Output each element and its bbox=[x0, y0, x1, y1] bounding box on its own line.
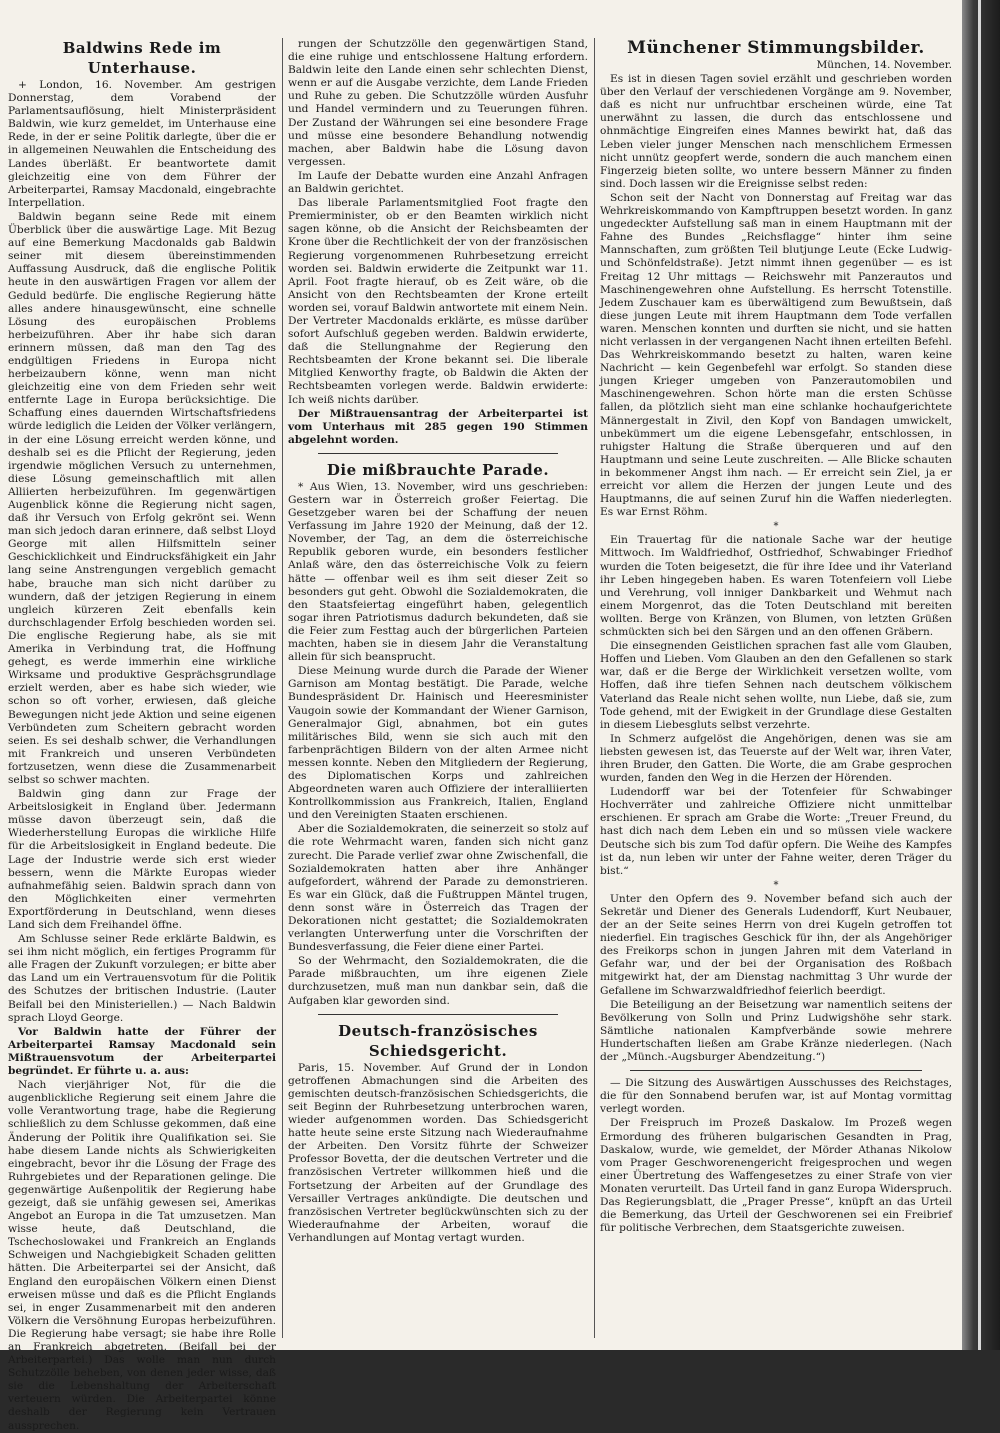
article-paragraph: Aber die Sozialdemokraten, die seinerzeit so stolz auf die rote Wehrmacht waren, fanden sich nicht ganz zurecht. Die Parade verlief zwar ohne Zwischenfall, die Sozialdemokraten hatten aber ihre Anhänger aufgefordert, während der Parade zu demonstrieren. Es war ein Glück, daß die Fußtruppen Mäntel trugen, denn sonst wäre in Österreich das Tragen der Dekorationen nicht gestattet; die Sozialdemokraten verlangten Unterwerfung unter die Vorschriften der Bundesverfassung, die Feier diene einer Partei. bbox=[288, 823, 588, 954]
column-munich bbox=[600, 38, 952, 1334]
article-paragraph: — Die Sitzung des Auswärtigen Ausschusses des Reichstages, die für den Sonnabend berufen war, ist auf Montag vormittag verlegt worden. bbox=[600, 1077, 952, 1116]
article-paragraph: Ein Trauertag für die nationale Sache war der heutige Mittwoch. Im Waldfriedhof, Ostfriedhof, Schwabinger Friedhof wurden die Toten beigesetzt, die für ihre Idee und ihr Vaterland ihr Leben hingegeben haben. Es waren Totenfeiern voll Liebe und Verehrung, voll inniger Dankbarkeit und Wehmut nach einem Morgenrot, das die Toten Deutschland mit bereiten wollten. Berge von Kränzen, von Blumen, von letzten Grüßen schmückten sich bei den Särgen und an den offenen Gräbern. bbox=[600, 534, 952, 639]
article-paragraph: Im Laufe der Debatte wurden eine Anzahl Anfragen an Baldwin gerichtet. bbox=[288, 169, 588, 196]
article-paragraph: Schon seit der Nacht von Donnerstag auf Freitag war das Wehrkreiskommando von Kampftruppen besetzt worden. In ganz ungedeckter Aufstellung saß man in einem Hauptmann mit der Fahne des Bundes „Reichsflagge“ hinter ihm seine Mannschaften, zum größten Teil blutjunge Leute (Ecke Ludwig- und Schönfeldstraße). Jetzt nimmt ihnen gegenüber — es ist Freitag 12 Uhr mittags — Reichswehr mit Panzerautos und Maschinengewehren ohne Aufstellung. Es herrscht Totenstille. Jedem Zuschauer kam es überwältigend zum Bewußtsein, daß diese jungen Leute mit ihrem Hauptmann dem Tode verfallen waren. Menschen konnten und durften sie nicht, und sie hatten nicht verlassen in der vergangenen Nacht ihnen erteilten Befehl. Das Wehrkreiskommando besetzt zu halten, waren keine Nachricht — kein Gegenbefehl war erfolgt. So standen diese jungen Krieger umgeben von Panzerautomobilen und Maschinengewehren. Schon hörte man die ersten Schüsse fallen, da plötzlich sieht man eine schlanke hochaufgerichtete Männergestalt in Zivil, den Kopf von Bandagen umwickelt, unbekümmert um die eigene Lebensgefahr, entschlossen, in ruhigster Haltung die Straße überqueren und auf den Hauptmann und seine Leute zuschreiten. — Alle Blicke schauten in bekommener Angst ihm nach. — Er erreicht sein Ziel, ja er erreicht vor allem die Herzen der jungen Leute und des Hauptmanns, die auf seinen Zuruf hin die Waffen niederlegten. Es war Ernst Röhm. bbox=[600, 191, 952, 519]
vote-result: Der Mißtrauensantrag der Arbeiterpartei ist vom Unterhaus mit 285 gegen 190 Stimmen abgelehnt worden. bbox=[288, 407, 588, 446]
article-paragraph: Ludendorff war bei der Totenfeier für Schwabinger Hochverräter und zahlreiche Offiziere nicht unmittelbar erschienen. Er sprach am Grabe die Worte: „Treuer Freund, du hast dich nach dem Leben ein und so müssen viele wackere Deutsche sich bis zum Tod dafür opfern. Die Weihe des Kampfes ist da, nun leben wir unter der Fahne weiter, deren Träger du bist.“ bbox=[600, 786, 952, 877]
article-paragraph: Der Freispruch im Prozeß Daskalow. Im Prozeß wegen Ermordung des früheren bulgarischen Gesandten in Prag, Daskalow, wurde, wie gemeldet, der Mörder Athanas Nikolow vom Prager Geschworenengericht freigesprochen und wegen einer Übertretung des Waffengesetzes zu einer Strafe von vier Monaten verurteilt. Das Urteil fand in ganz Europa Widerspruch. Das Regierungsblatt, die „Prager Presse“, knüpft an das Urteil die Bemerkung, das Urteil der Geschworenen sei ein Freibrief für politische Verbrechen, dem Staatsgerichte zuweisen. bbox=[600, 1117, 952, 1235]
headline-munich: Münchener Stimmungsbilder. bbox=[627, 38, 925, 58]
article-paragraph: Paris, 15. November. Auf Grund der in London getroffenen Abmachungen sind die Arbeiten des gemischten deutsch-französischen Schiedsgerichts, die seit Beginn der Ruhrbesetzung unterbrochen waren, wieder aufgenommen worden. Das Schiedsgericht hatte heute seine erste Sitzung nach Wiederaufnahme der Arbeiten. Den Vorsitz führte der Schweizer Professor Bovetta, der die deutschen Vertreter und die französischen Vertreter willkommen hieß und die Fortsetzung der Arbeiten auf der Grundlage des Versailler Vertrages ankündigte. Die deutschen und französischen Vertreter beglückwünschten sich zu der Wiederaufnahme der Arbeiten, worauf die Verhandlungen auf Montag vertagt wurden. bbox=[288, 1061, 588, 1244]
article-paragraph: Am Schlusse seiner Rede erklärte Baldwin, es sei ihm nicht möglich, ein fertiges Programm für alle Fragen der Zukunft vorzulegen; er bitte aber das Land um ein Vertrauensvotum für die Politik des Schutzes der britischen Industrie. (Lauter Beifall bei den Ministeriellen.) — Nach Baldwin sprach Lloyd George. bbox=[8, 933, 276, 1024]
article-paragraph: Unter den Opfern des 9. November befand sich auch der Sekretär und Diener des Generals Ludendorff, Kurt Neubauer, der an der Seite seines Herrn von drei Kugeln getroffen tot niederfiel. Ein tragisches Geschick für ihn, der als Angehöriger des Freikorps schon in jungen Jahren mit dem Vaterland in Gefahr war, und der bei der Organisation des Roßbach mitgewirkt hat, der am Dienstag nachmittag 3 Uhr wurde der Gefallene im Schwarzwaldfriedhof feierlich beerdigt. bbox=[600, 892, 952, 997]
column-divider bbox=[282, 38, 283, 1338]
column-divider bbox=[594, 38, 595, 1338]
article-separator bbox=[318, 453, 558, 454]
article-paragraph: Die einsegnenden Geistlichen sprachen fast alle vom Glauben, Hoffen und Lieben. Vom Glauben an den den Gefallenen so stark war, daß er die Berge der Wirklichkeit versetzen wollte, vom Hoffen, daß ihre tiefen Sehnen nach deutschem völkischem Vaterland das Reale nicht sehen wollte, nun Liebe, daß sie, zum Tode gehend, mit der Ewigkeit in der Grundlage diese Gestalten in diesem Liebesgluts selbst verzehrte. bbox=[600, 640, 952, 731]
article-paragraph: Diese Meinung wurde durch die Parade der Wiener Garnison am Montag bestätigt. Die Parade, welche Bundespräsident Dr. Hainisch und Heeresminister Vaugoin sowie der Kommandant der Wiener Garnison, Generalmajor Gigl, abnahmen, bot ein gutes militärisches Bild, wenn sie sich auch mit den farbenprächtigen Bildern von der alten Armee nicht messen konnte. Neben den Mitgliedern der Regierung, des Diplomatischen Korps und zahlreichen Abgeordneten waren auch Offiziere der interalliierten Kontrollkommission aus Frankreich, Italien, England und den Vereinigten Staaten erschienen. bbox=[288, 665, 588, 822]
article-paragraph: Baldwin begann seine Rede mit einem Überblick über die auswärtige Lage. Mit Bezug auf eine Bemerkung Macdonalds gab Baldwin seiner mit diesem übereinstimmenden Auffassung Ausdruck, daß die englische Politik heute in den auswärtigen Fragen vor allem der Geduld bedürfe. Die englische Regierung hätte alles andere hinausgewünscht, eine schnelle Lösung des europäischen Problems herbeizuführen. Aber ihr habe sich daran erinnern müssen, daß man den Tag des endgültigen Friedens in Europa nicht herbeizaubern könne, wenn man nicht gleichzeitig eine von dem Frieden sehr weit entfernte Lage in Europa berücksichtige. Die Schaffung eines dauernden Wirtschaftsfriedens würde lediglich die Leiden der Völker verlängern, in der eine Lösung erreicht werden könne, und deshalb sei es die Pflicht der Regierung, jeden irgendwie möglichen Versuch zu unternehmen, diese Lösung gemeinschaftlich mit allen Alliierten herbeizuführen. Im gegenwärtigen Augenblick könne die Regierung nicht sagen, daß ihr Versuch von Erfolg gekrönt sei. Wenn man sich jedoch daran erinnere, daß selbst Lloyd George mit allen Hilfsmitteln seiner Geschicklichkeit und Eindrucksfähigkeit ein Jahr lang seine Anstrengungen vergeblich gemacht habe, brauche man sich nicht darüber zu wundern, daß der jetzigen Regierung in einem ungleich kürzeren Zeit ebenfalls kein durchschlagender Erfolg beschieden worden sei. Die englische Regierung habe, als sie mit Amerika in Verbindung trat, die Hoffnung gehegt, es werde immerhin eine wirkliche Wirksame und produktive Gesprächsgrundlage erzielt werden, aber es habe sich wieder, wie schon so oft vorher, erwiesen, daß gleiche Bewegungen nicht jede Aktion und seine eigenen Verbündeten zum Scheitern gebracht worden seien. Es sei deshalb schwer, die Verhandlungen mit Frankreich und unseren Verbündeten fortzusetzen, wenn diese die Zusammenarbeit selbst so schwer machten. bbox=[8, 210, 276, 786]
article-paragraph: * Aus Wien, 13. November, wird uns geschrieben: Gestern war in Österreich großer Feiertag. Die Gesetzgeber waren bei der Schaffung der neuen Verfassung im Jahre 1920 der Meinung, daß der 12. November, der Tag, an dem die österreichische Republik geboren wurde, ein besonders festlicher Anlaß wäre, den das österreichische Volk zu feiern hätte — offenbar weil es ihm seit dieser Zeit so besonders gut geht. Obwohl die Sozialdemokraten, die den Staatsfeiertag eingeführt haben, gelegentlich sogar ihren Patriotismus dadurch bekundeten, daß sie die Feier zum Festtag auch der bürgerlichen Parteien machten, haben sie in diesem Jahr die Veranstaltung allein für sich beansprucht. bbox=[288, 480, 588, 664]
article-paragraph: + London, 16. November. Am gestrigen Donnerstag, dem Vorabend der Parlamentsauflösung, hielt Ministerpräsident Baldwin, wie kurz gemeldet, im Unterhause eine Rede, in der er seine Politik darlegte, über die er in allgemeinen Neuwahlen die Entscheidung des Landes überläßt. Er beantwortete damit gleichzeitig eine von dem Führer der Arbeiterpartei, Ramsay Macdonald, eingebrachte Interpellation. bbox=[8, 79, 276, 209]
column-baldwin-speech bbox=[8, 38, 276, 1432]
article-paragraph: Die Beteiligung an der Beisetzung war namentlich seitens der Bevölkerung von Solln und Prinz Ludwigshöhe sehr stark. Sämtliche nationalen Kampfverbände sowie mehrere Hundertschaften ließen am Grabe Kränze niederlegen. (Nach der „Münch.-Augsburger Abendzeitung.“) bbox=[600, 998, 952, 1064]
article-paragraph: So der Wehrmacht, den Sozialdemokraten, die die Parade mißbrauchten, um ihre eigenen Ziele durchzusetzen, muß man nun dankbar sein, daß die Aufgaben klar geworden sind. bbox=[288, 955, 588, 1007]
dateline: München, 14. November. bbox=[816, 59, 952, 71]
headline-schiedsgericht: Deutsch-französisches Schiedsgericht. bbox=[338, 1021, 538, 1060]
column-middle bbox=[288, 38, 588, 1348]
headline-parade: Die mißbrauchte Parade. bbox=[326, 460, 550, 479]
asterisk-separator: * bbox=[773, 521, 779, 533]
asterisk-separator: * bbox=[773, 879, 779, 891]
headline-baldwin: Baldwins Rede im Unterhause. bbox=[62, 39, 222, 77]
page-edge-shadow bbox=[962, 0, 1000, 1350]
article-paragraph: Baldwin ging dann zur Frage der Arbeitslosigkeit in England über. Jedermann müsse davon überzeugt sein, daß die Wiederherstellung Europas die wirkliche Hilfe für die Arbeitslosigkeit in England bedeute. Die Lage der Industrie werde sich erst wieder bessern, wenn die Märkte Europas wieder aufnahmefähig seien. Baldwin sprach dann von den Möglichkeiten einer vermehrten Exportförderung in Deutschland, wenn dieses Land sich dem Freihandel öffne. bbox=[8, 788, 276, 931]
article-paragraph: Es ist in diesen Tagen soviel erzählt und geschrieben worden über den Verlauf der verschiedenen Vorgänge am 9. November, daß es nicht nur unfruchtbar erscheinen würde, eine Tat unerwähnt zu lassen, die durch das entschlossene und ohnmächtige Eingreifen eines Mannes bewirkt hat, daß das Leben vieler junger Menschen nach menschlichem Ermessen nicht unnütz geopfert werde, sondern die auch manchem einen Fingerzeig bieten sollte, wo untere bessern Männer zu finden sind. Doch lassen wir die Ereignisse selbst reden: bbox=[600, 73, 952, 190]
article-separator bbox=[630, 1070, 922, 1071]
article-paragraph: rungen der Schutzzölle den gegenwärtigen Stand, die eine ruhige und entschlossene Haltung erfordern. Baldwin leite den Lande einen sehr schlechten Dienst, wenn er auf die Ausgabe verzichte, dem Lande Frieden und Ruhe zu geben. Die Schutzzölle würden Ausfuhr und Handel vermindern und zu Teuerungen führen. Der Zustand der Währungen sei eine besondere Frage und müsse eine besondere Behandlung notwendig machen, aber Baldwin habe die Lösung davon vergessen. bbox=[288, 38, 588, 168]
page-edge-line bbox=[978, 0, 981, 1350]
article-paragraph: Nach vierjähriger Not, für die die augenblickliche Regierung seit einem Jahre die volle Verantwortung trage, habe die Regierung schließlich zu dem Schlusse gekommen, daß eine Änderung der Politik ihre Qualifikation sei. Sie habe diesem Lande nichts als Schwierigkeiten eingebracht, bevor ihr die Lösung der Frage des Ruhrgebietes und der Reparationen gelinge. Die gegenwärtige Außenpolitik der Regierung habe gezeigt, daß sie unfähig gewesen sei, Amerikas Angebot an Europa in die Tat umzusetzen. Man wisse heute, daß Deutschland, die Tschechoslowakei und Frankreich an Englands Schweigen und Nachgiebigkeit Schaden gelitten hätten. Die Arbeiterpartei sei der Ansicht, daß England den europäischen Völkern einen Dienst erweisen müsse und daß es die Pflicht Englands sei, in enger Zusammenarbeit mit den anderen Völkern die Versöhnung Europas herbeizuführen. Die Regierung habe versagt; sie habe ihre Rolle an Frankreich abgetreten. (Beifall bei der Arbeiterpartei.) Das wolle man nun durch Schutzzölle beheben, von denen jeder wisse, daß sie die Lebenshaltung der Arbeiterschaft verteuern würden. Die Arbeiterpartei könne deshalb der Regierung kein Vertrauen aussprechen. bbox=[8, 1079, 276, 1432]
article-paragraph: Das liberale Parlamentsmitglied Foot fragte den Premierminister, ob er den Beamten wirklich nicht sagen könne, ob die Ansicht der Reichsbeamten der Krone über die Rechtlichkeit der von der französischen Regierung vorgenommenen Ruhrbesetzung erreicht worden sei. Baldwin erwiderte die Zeitpunkt war 11. April. Foot fragte hierauf, ob es Zeit wäre, ob die Ansicht von den Rechtsbeamten der Krone erteilt worden sei, vorauf Baldwin antwortete mit einem Nein. Der Vertreter Macdonalds erklärte, es müsse darüber sofort Aufschluß gegeben werden. Baldwin erwiderte, daß die Stellungnahme der Regierung den Rechtsbeamten der Krone bekannt sei. Die liberale Mitglied Kenworthy fragte, ob Baldwin die Akten der Rechtsbeamten vorlegen werde. Baldwin erwiderte: Ich weiß nichts darüber. bbox=[288, 197, 588, 406]
article-paragraph: In Schmerz aufgelöst die Angehörigen, denen was sie am liebsten gewesen ist, das Teuerste auf der Welt war, ihren Vater, ihren Bruder, den Gatten. Die Worte, die am Grabe gesprochen wurden, fanden den Weg in die Herzen der Hörenden. bbox=[600, 732, 952, 785]
article-paragraph: Vor Baldwin hatte der Führer der Arbeiterpartei Ramsay Macdonald sein Mißtrauensvotum der Arbeiterpartei begründet. Er führte u. a. aus: bbox=[8, 1025, 276, 1078]
article-separator bbox=[318, 1014, 558, 1015]
